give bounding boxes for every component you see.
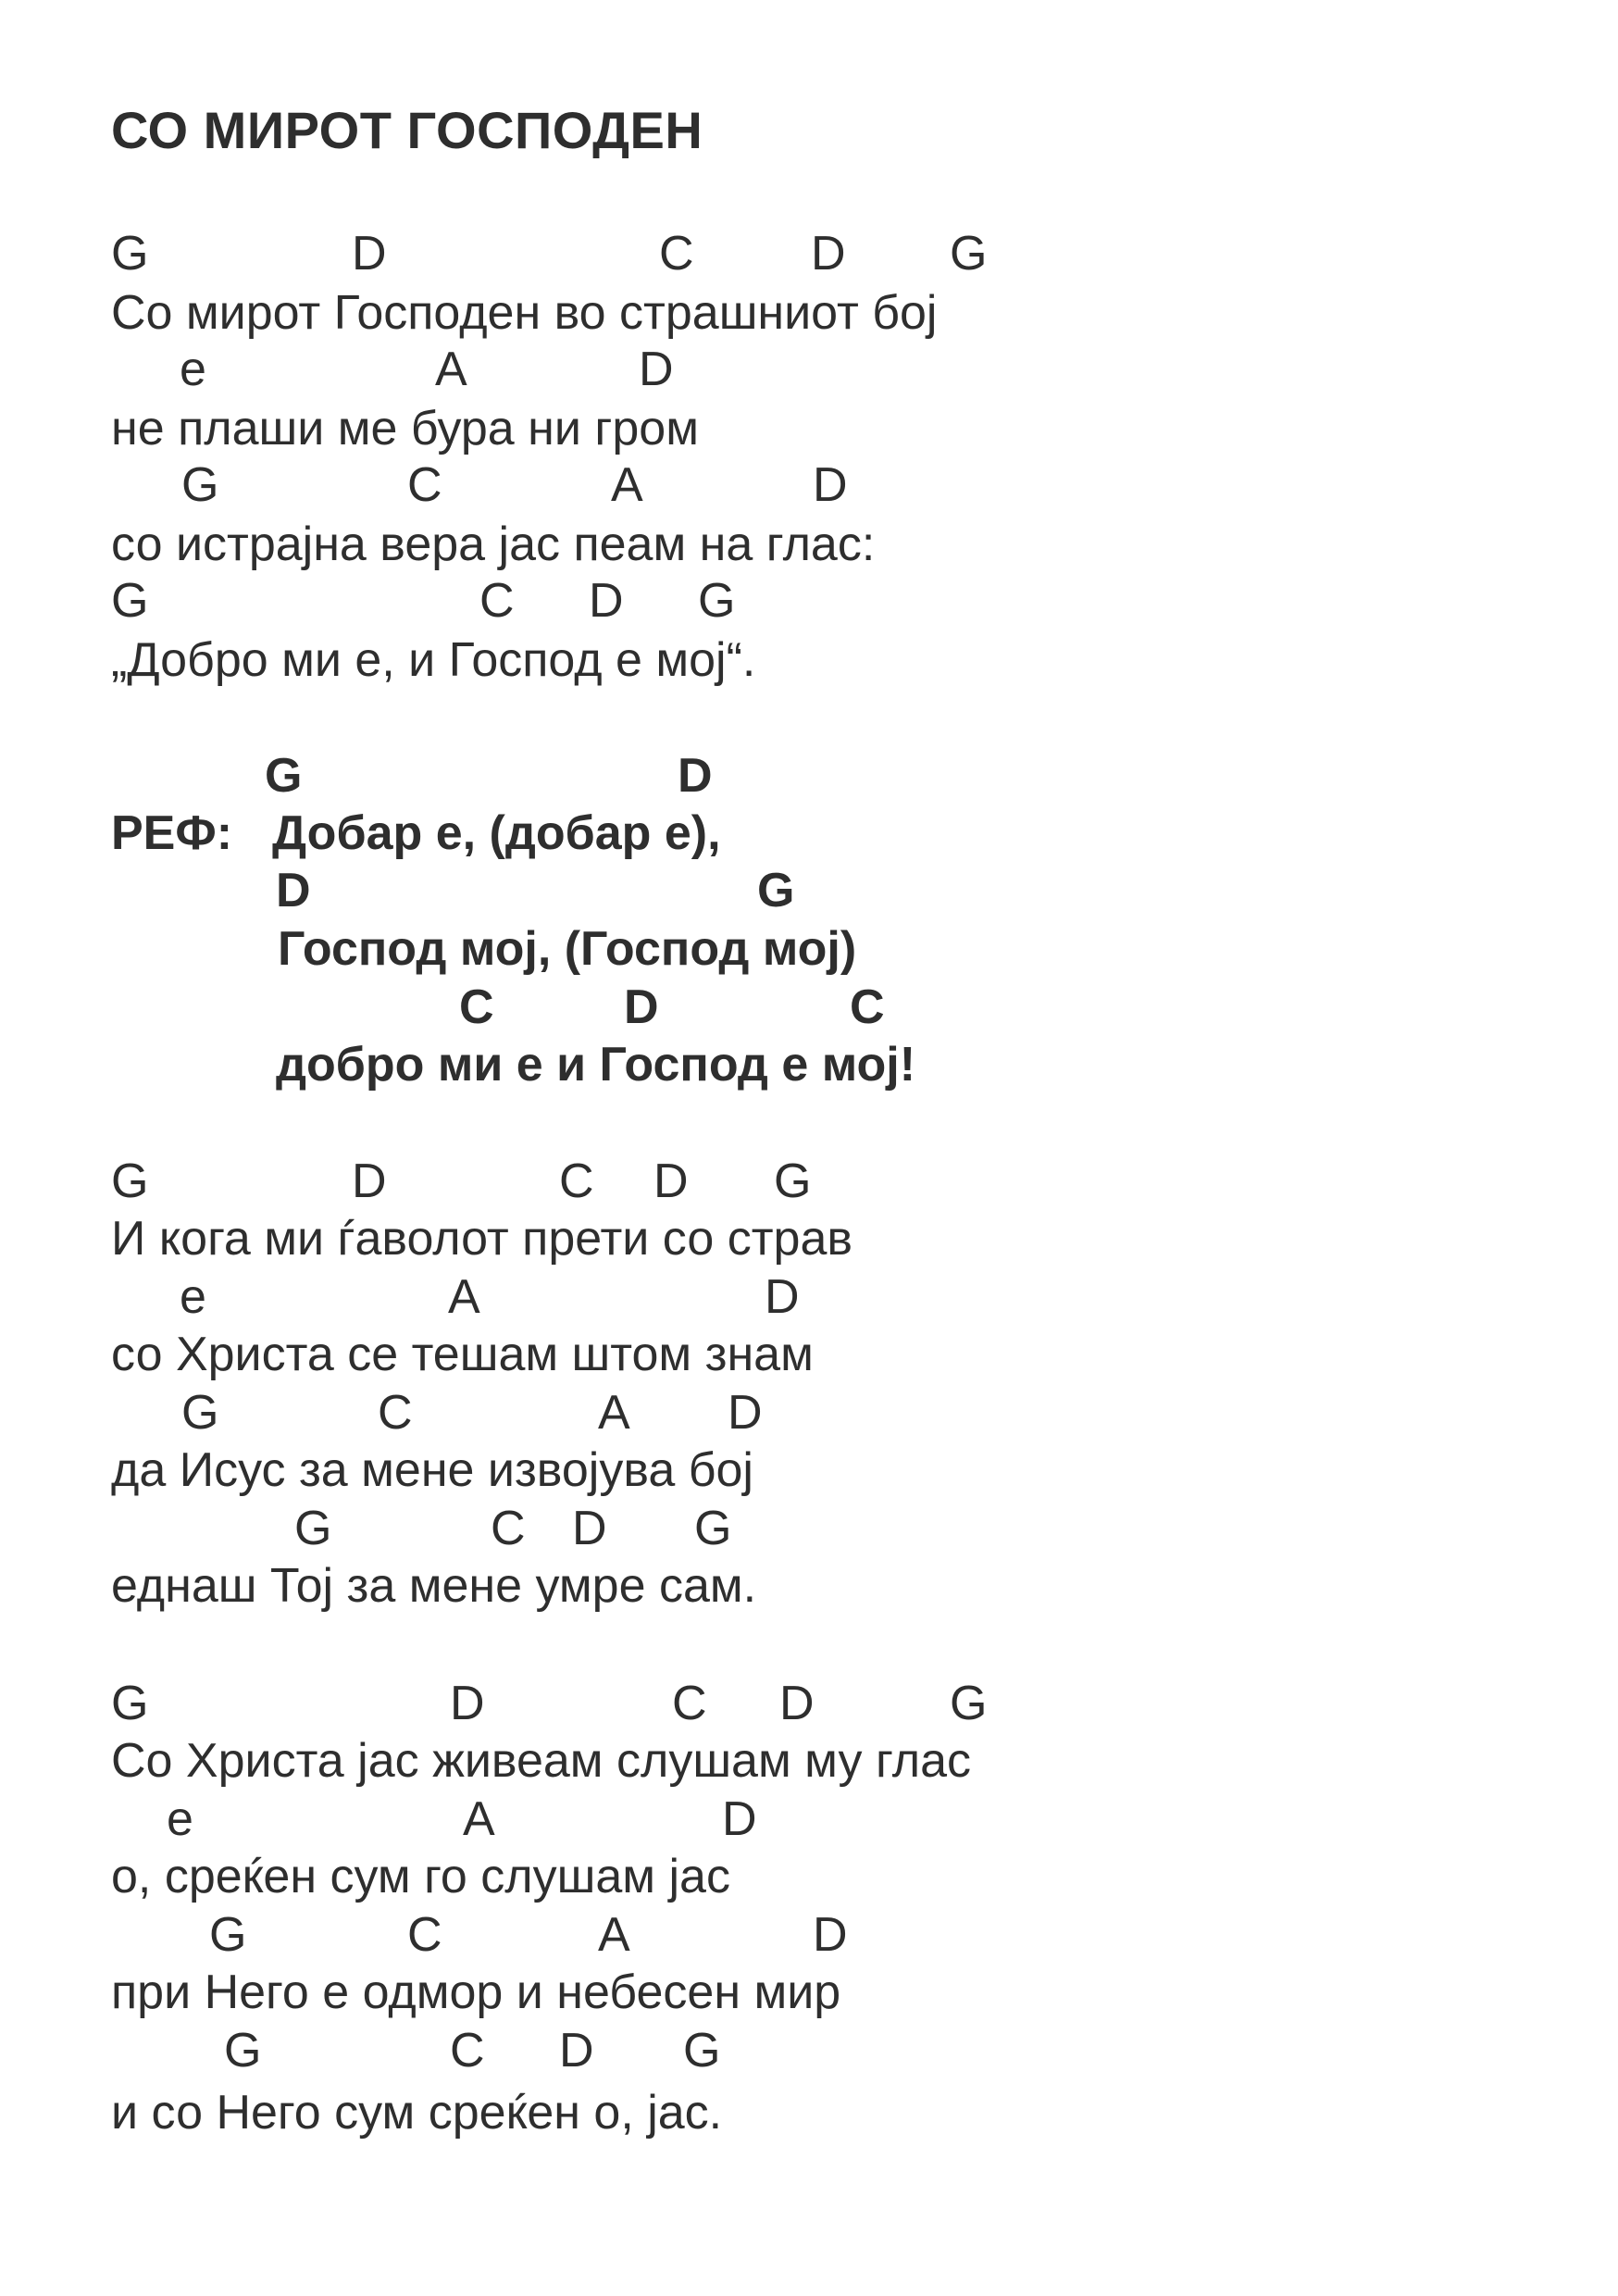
chord: e [180,343,206,396]
chord: D [276,864,311,917]
chord: C [672,1677,707,1730]
chord: A [611,458,643,512]
chord: G [111,227,149,281]
chord: C [491,1502,526,1555]
chord: D [653,1154,689,1208]
chord: D [589,574,624,628]
chord: D [728,1386,763,1440]
lyric-text: и со Него сум среќен о, јас. [111,2086,723,2140]
chord: G [694,1502,732,1555]
chord: D [813,458,848,512]
chord: G [111,1154,149,1208]
lyric-text: Господ мој, (Господ мој) [278,922,857,976]
lyric-text: при Него е одмор и небесен мир [111,1965,841,2019]
chord: C [450,2024,485,2078]
chord: D [352,1154,387,1208]
chord: D [722,1792,757,1846]
chord: D [559,2024,594,2078]
chord: G [950,227,988,281]
chord: G [774,1154,812,1208]
chord: C [378,1386,413,1440]
chord: G [757,864,795,917]
lyric-text: добро ми е и Господ е мој! [276,1038,916,1092]
lyric-text: о, среќен сум го слушам јас [111,1850,730,1903]
chord: C [559,1154,594,1208]
chord: D [639,343,674,396]
song-title: СО МИРОТ ГОСПОДЕН [111,101,703,159]
chord: G [294,1502,332,1555]
lyric-text: со истрајна вера јас пеам на глас: [111,518,876,571]
chord: D [450,1677,485,1730]
refrain-label: РЕФ: [111,806,233,860]
chord: G [181,1386,219,1440]
chord: D [678,749,713,803]
chord: A [463,1792,495,1846]
chord: G [111,574,149,628]
chord: G [265,749,303,803]
chord: e [180,1270,206,1324]
lyric-text: Добар е, (добар е), [272,806,721,860]
chord: C [850,980,885,1034]
chord: D [624,980,659,1034]
lyric-text: со Христа се тешам штом знам [111,1328,814,1381]
lyric-text: И кога ми ѓаволот прети со страв [111,1212,853,1266]
chord: D [572,1502,607,1555]
lyric-text: Со мирот Господен во страшниот бој [111,286,938,340]
chord: C [479,574,515,628]
chord: G [181,458,219,512]
chord: G [111,1677,149,1730]
chord: G [683,2024,721,2078]
chord: A [448,1270,480,1324]
chord: e [167,1792,193,1846]
chord: D [813,1908,848,1962]
chord: C [459,980,494,1034]
chord: C [659,227,694,281]
chord: A [435,343,467,396]
chord: G [224,2024,262,2078]
chord: G [950,1677,988,1730]
chord: D [765,1270,800,1324]
chord: D [352,227,387,281]
lyric-text: „Добро ми е, и Господ е мој“. [111,633,756,687]
lyric-text: Со Христа јас живеам слушам му глас [111,1734,972,1788]
chord: D [811,227,846,281]
lyric-text: еднаш Тој за мене умре сам. [111,1559,757,1613]
chord: C [407,1908,442,1962]
chord: C [407,458,442,512]
chord: G [209,1908,247,1962]
chord: D [779,1677,815,1730]
lyric-text: не плаши ме бура ни гром [111,402,699,455]
chord: G [698,574,736,628]
lyric-text: да Исус за мене извојува бој [111,1443,753,1497]
chord: A [598,1908,630,1962]
chord: A [598,1386,630,1440]
